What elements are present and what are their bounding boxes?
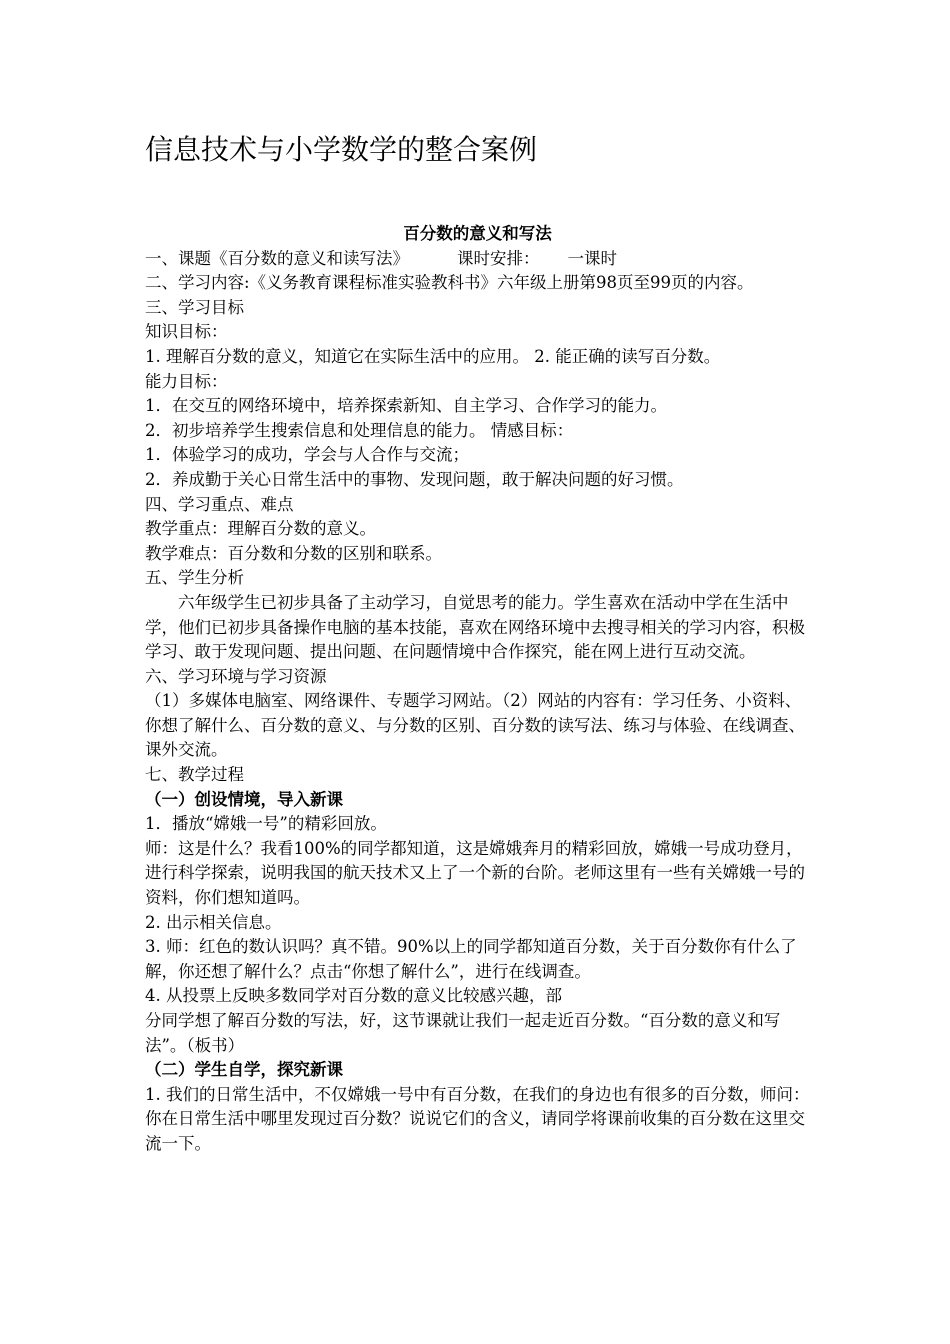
subheading-self-study: （二）学生自学，探究新课 xyxy=(145,1060,343,1080)
paragraph-topic xyxy=(145,247,810,272)
heading-environment: 六、学习环境与学习资源 xyxy=(145,666,327,686)
teacher-speech: 师：这是什么？我看100%的同学都知道，这是嫦娥奔月的精彩回放，嫦娥一号成功登月，进行科学探索，说明我国的航天技术又上了一个新的台阶。老师这里有一些有关嫦娥一号的资料，你们想知道吗。 xyxy=(145,838,805,908)
heading-student-analysis: 五、学生分析 xyxy=(145,568,244,588)
heading-key-points: 四、学习重点、难点 xyxy=(145,494,294,514)
schedule-value: 一课时 xyxy=(567,248,617,268)
self-study-step-1: 1. 我们的日常生活中，不仅嫦娥一号中有百分数，在我们的身边也有很多的百分数，师问：你在日常生活中哪里发现过百分数？说说它们的含义，请同学将课前收集的百分数在这里交流一下。 xyxy=(145,1084,810,1153)
subheading-intro: （一）创设情境，导入新课 xyxy=(145,789,343,809)
step-3: 3. 师：红色的数认识吗？真不错。90%以上的同学都知道百分数，关于百分数你有什么了解，你还想了解什么？点击“你想了解什么”，进行在线调查。 xyxy=(145,937,797,981)
heading-process: 七、教学过程 xyxy=(145,765,244,785)
schedule-label: 课时安排： xyxy=(457,248,540,268)
step-2: 2. 出示相关信息。 xyxy=(145,912,282,932)
environment-resources: （1）多媒体电脑室、网络课件、专题学习网站。（2）网站的内容有：学习任务、小资料、你想了解什么、百分数的意义、与分数的区别、百分数的读写法、练习与体验、在线调查、课外交流。 xyxy=(145,691,805,760)
emotion-goal-1: 1．体验学习的成功，学会与人合作与交流； xyxy=(145,445,469,465)
student-analysis: 六年级学生已初步具备了主动学习，自觉思考的能力。学生喜欢在活动中学在生活中学，他们已初步具备操作电脑的基本技能，喜欢在网络环境中去搜寻相关的学习内容，积极学习、敢于发现问题、提出问题、在问题情境中合作探究，能在网上进行互动交流。 xyxy=(145,592,805,662)
heading-goals: 三、学习目标 xyxy=(145,297,244,317)
paragraph-content: 二、学习内容:《义务教育课程标准实验教科书》六年级上册第98页至99页的内容。 xyxy=(145,273,754,293)
emotion-goal-2: 2．养成勤于关心日常生活中的事物、发现问题，敢于解决问题的好习惯。 xyxy=(145,469,684,489)
ability-goal-2: 2．初步培养学生搜索信息和处理信息的能力。 情感目标： xyxy=(145,420,574,440)
ability-goals-label: 能力目标： xyxy=(145,371,228,391)
step-1: 1．播放“嫦娥一号”的精彩回放。 xyxy=(145,814,387,834)
step-4: 4. 从投票上反映多数同学对百分数的意义比较感兴趣，部 xyxy=(145,986,562,1006)
ability-goal-1: 1．在交互的网络环境中，培养探索新知、自主学习、合作学习的能力。 xyxy=(145,396,667,416)
step-4-cont: 分同学想了解百分数的写法，好，这节课就让我们一起走近百分数。“百分数的意义和写法”。（板书） xyxy=(145,1011,781,1055)
lesson-title: 百分数的意义和写法 xyxy=(403,224,552,243)
knowledge-goals-label: 知识目标： xyxy=(145,322,228,342)
difficult-point: 教学难点：百分数和分数的区别和联系。 xyxy=(145,543,442,563)
knowledge-goals: 1. 理解百分数的意义，知道它在实际生活中的应用。 2. 能正确的读写百分数。 xyxy=(145,346,721,366)
document-title: 信息技术与小学数学的整合案例 xyxy=(145,133,538,166)
topic-text: 一、课题《百分数的意义和读写法》 xyxy=(145,248,409,268)
document-body xyxy=(145,222,810,1157)
key-point: 教学重点：理解百分数的意义。 xyxy=(145,519,376,539)
